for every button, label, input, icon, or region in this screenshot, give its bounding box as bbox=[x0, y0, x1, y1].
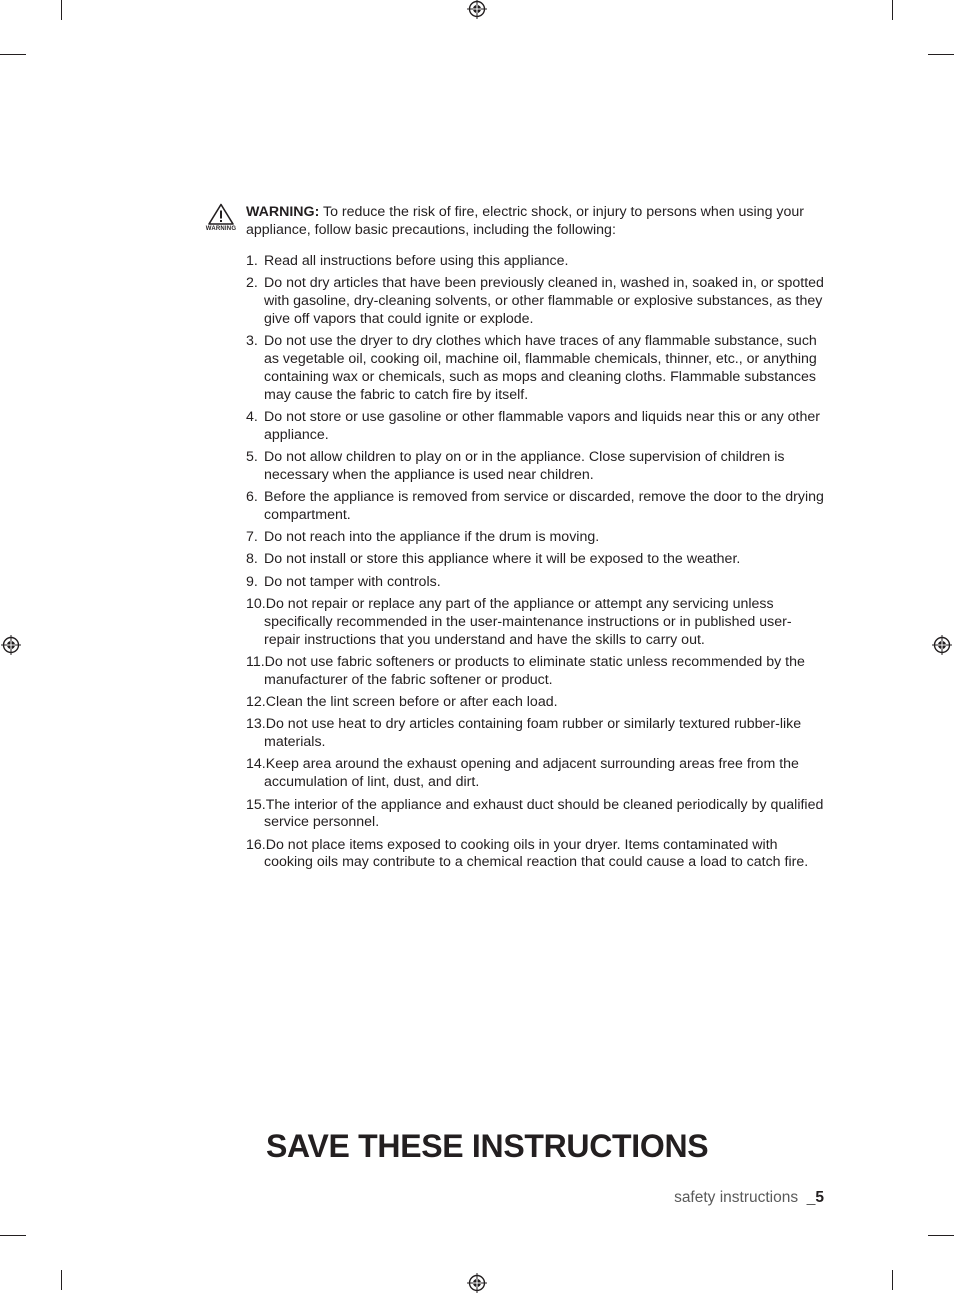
registration-mark-icon bbox=[467, 1273, 487, 1293]
list-item-text: Do not repair or replace any part of the appliance or attempt any servicing unless specifically recommended in the user-maintenance instructions or in published user-repair instructions that you understand and have the skills to carry out. bbox=[264, 596, 792, 648]
list-item-number: 10. bbox=[246, 596, 266, 613]
list-item-text: Do not use the dryer to dry clothes which have traces of any flammable substance, such as vegetable oil, cooking oil, machine oil, flammable chemicals, thinner, etc., or anything containing wax or chemicals, such as mops and cleaning cloths. Flammable substances may cause the fabric to catch fire by itself. bbox=[264, 333, 817, 403]
list-item-number: 13. bbox=[246, 716, 266, 733]
list-item-text: Read all instructions before using this appliance. bbox=[264, 253, 569, 269]
list-item bbox=[246, 409, 826, 445]
list-item-number: 16. bbox=[246, 836, 266, 853]
list-item bbox=[246, 756, 826, 792]
list-item-number: 9. bbox=[246, 573, 258, 590]
list-item-number: 8. bbox=[246, 551, 258, 568]
footer-page-prefix: _ bbox=[806, 1189, 816, 1206]
save-instructions-heading: SAVE THESE INSTRUCTIONS bbox=[266, 1128, 709, 1164]
crop-mark bbox=[61, 1270, 62, 1290]
crop-mark bbox=[928, 1235, 954, 1236]
list-item-number: 7. bbox=[246, 529, 258, 546]
list-item-text: Do not reach into the appliance if the drum is moving. bbox=[264, 529, 600, 546]
registration-mark-icon bbox=[932, 635, 952, 655]
page-number: 5 bbox=[815, 1189, 824, 1206]
safety-instructions-list bbox=[246, 253, 826, 877]
list-item-number: 14. bbox=[246, 756, 266, 773]
list-item bbox=[246, 716, 826, 752]
crop-mark bbox=[61, 0, 62, 20]
list-item-text: The interior of the appliance and exhaust duct should be cleaned periodically by qualified service personnel. bbox=[264, 796, 824, 831]
list-item-text: Do not use heat to dry articles containing foam rubber or similarly textured rubber-like materials. bbox=[264, 716, 802, 751]
list-item bbox=[246, 574, 826, 592]
list-item-text: Do not store or use gasoline or other flammable vapors and liquids near this or any other appliance. bbox=[264, 408, 820, 443]
list-item-number: 11. bbox=[246, 653, 265, 670]
list-item bbox=[246, 837, 826, 873]
list-item bbox=[246, 275, 826, 328]
list-item-number: 15. bbox=[246, 796, 266, 813]
warning-intro-text: To reduce the risk of fire, electric shock, or injury to persons when using your appliance, follow basic precautions, including the following: bbox=[246, 204, 804, 238]
list-item bbox=[246, 529, 826, 547]
page-footer bbox=[674, 1188, 824, 1208]
list-item-number: 5. bbox=[246, 448, 258, 465]
list-item bbox=[246, 694, 826, 712]
warning-triangle-icon bbox=[208, 203, 234, 225]
list-item-text: Do not use fabric softeners or products to eliminate static unless recommended by the manufacturer of the fabric softener or product. bbox=[264, 653, 805, 688]
list-item bbox=[246, 489, 826, 525]
list-item bbox=[246, 253, 826, 271]
list-item-text: Keep area around the exhaust opening and adjacent surrounding areas free from the accumulation of lint, dust, and dirt. bbox=[264, 756, 799, 791]
list-item-number: 12. bbox=[246, 694, 266, 711]
crop-mark bbox=[928, 54, 954, 55]
crop-mark bbox=[892, 1270, 893, 1290]
crop-mark bbox=[892, 0, 893, 20]
warning-icon-caption: WARNING bbox=[205, 226, 237, 232]
warning-icon bbox=[204, 203, 238, 237]
list-item bbox=[246, 797, 826, 833]
list-item-text: Do not place items exposed to cooking oils in your dryer. Items contaminated with cooking oils may contribute to a chemical reaction that could cause a load to catch fire. bbox=[264, 836, 809, 871]
crop-mark bbox=[0, 54, 26, 55]
list-item bbox=[246, 654, 826, 690]
list-item-text: Do not install or store this appliance where it will be exposed to the weather. bbox=[264, 551, 741, 568]
list-item bbox=[246, 449, 826, 485]
list-item-number: 6. bbox=[246, 489, 258, 506]
crop-mark bbox=[0, 1235, 26, 1236]
registration-mark-icon bbox=[1, 635, 21, 655]
list-item-text: Do not dry articles that have been previously cleaned in, washed in, soaked in, or spotted with gasoline, dry-cleaning solvents, or other flammable or explosive substances, as they give off vapors that could ignite or explode. bbox=[264, 275, 824, 327]
list-item-number: 4. bbox=[246, 408, 258, 425]
warning-label: WARNING: bbox=[246, 204, 320, 220]
footer-section-label: safety instructions bbox=[674, 1189, 799, 1206]
list-item bbox=[246, 333, 826, 404]
list-item-number: 2. bbox=[246, 275, 258, 292]
list-item-text: Before the appliance is removed from service or discarded, remove the door to the drying compartment. bbox=[264, 489, 824, 523]
list-item bbox=[246, 551, 826, 569]
list-item-number: 3. bbox=[246, 333, 258, 350]
registration-mark-icon bbox=[467, 0, 487, 19]
warning-intro bbox=[246, 203, 826, 239]
list-item-text: Do not tamper with controls. bbox=[264, 573, 441, 590]
list-item-number: 1. bbox=[246, 253, 258, 269]
list-item bbox=[246, 596, 826, 649]
list-item-text: Do not allow children to play on or in the appliance. Close supervision of children is necessary when the appliance is used near children. bbox=[264, 448, 785, 483]
list-item-text: Clean the lint screen before or after each load. bbox=[265, 694, 558, 711]
